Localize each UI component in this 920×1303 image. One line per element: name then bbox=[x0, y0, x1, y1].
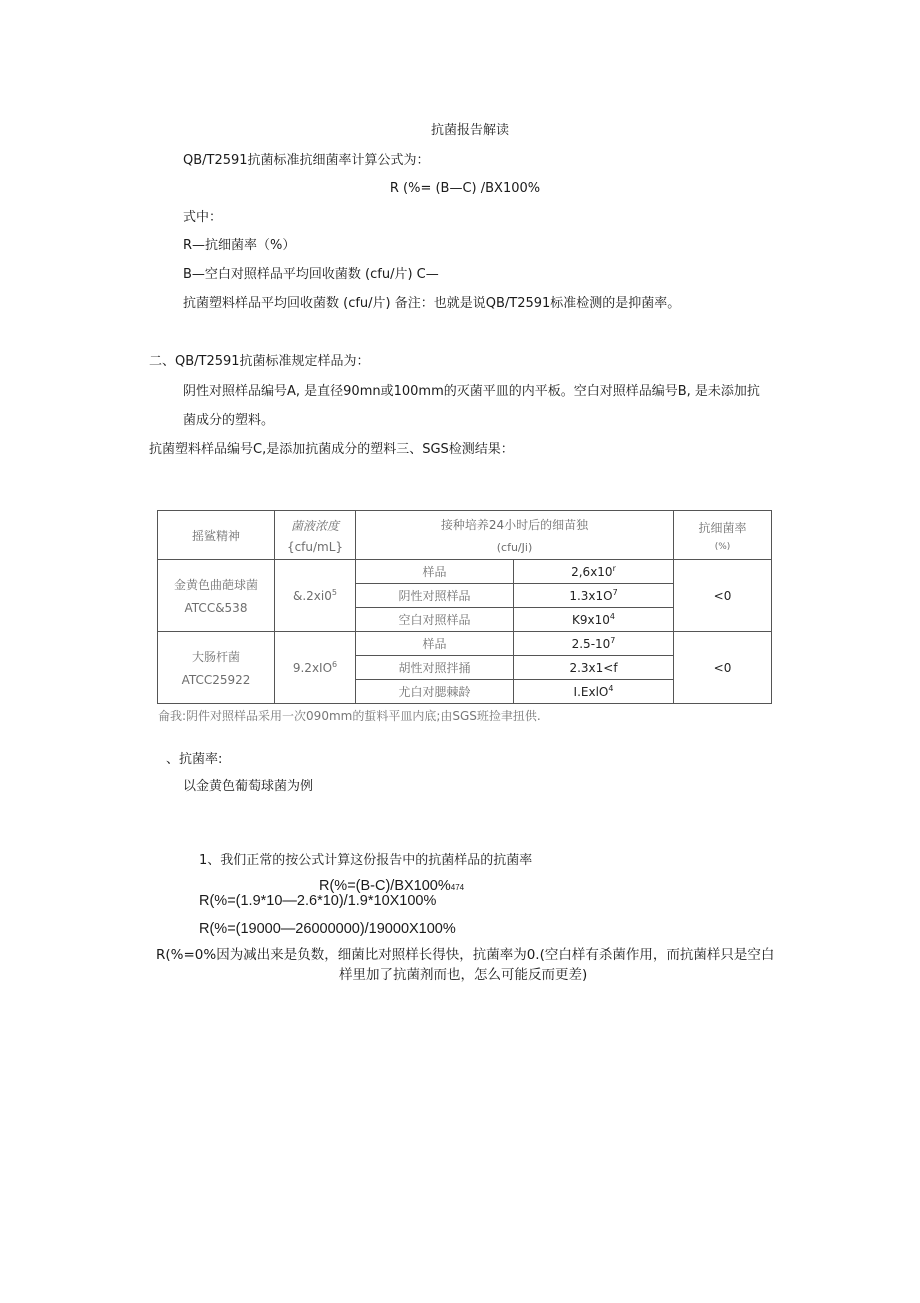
value-cell: $K9x10^4$ bbox=[514, 608, 674, 632]
rate-cell: <0 bbox=[674, 632, 772, 704]
strain-cell: 大肠杆菌 ATCC25922 bbox=[158, 632, 275, 704]
sample-cell: 空白对照样品 bbox=[356, 608, 514, 632]
section3-example: 以金黄色葡萄球菌为例 bbox=[183, 779, 314, 794]
concentration-cell: $\&.2xi0^5$ bbox=[275, 560, 356, 632]
calc-conclusion-b: 样里加了抗菌剂而也，怎么可能反而更差) bbox=[339, 967, 588, 983]
calc-formula-1: R(%=(B-C)/BX100%474 bbox=[319, 878, 465, 894]
calc-conclusion-a: R(%=0%因为减出来是负数，细菌比对照样长得快，抗菌率为0.(空白样有杀菌作用，而抗菌样只是空白 bbox=[156, 947, 775, 963]
sample-cell: 阴性对照样品 bbox=[356, 584, 514, 608]
formula-main: R (%= (B—C) /BX100% bbox=[389, 181, 541, 196]
sample-cell: 样品 bbox=[356, 560, 514, 584]
sgs-result-table bbox=[157, 510, 772, 704]
calc-step1: 1、我们正常的按公式计算这份报告中的抗菌样品的抗菌率 bbox=[199, 853, 533, 868]
header-concentration: 菌液浓度 {cfu/mL} bbox=[275, 511, 356, 560]
page-title: 抗菌报告解读 bbox=[430, 123, 509, 138]
value-cell: I.ExlO$^4$ bbox=[514, 680, 674, 704]
value-cell: 2,6x10$^r$ bbox=[514, 560, 674, 584]
header-strain: 摇鲨精神 bbox=[158, 511, 275, 560]
value-cell: 2.3x1<f bbox=[514, 656, 674, 680]
value-cell: $2.5-10^7$ bbox=[514, 632, 674, 656]
section2-para1b: 菌成分的塑料。 bbox=[183, 413, 275, 428]
header-count: 接种培养24小时后的细苗独 (cfu/Ji) bbox=[356, 511, 674, 560]
sample-cell: 胡性对照拌捅 bbox=[356, 656, 514, 680]
rate-cell: <0 bbox=[674, 560, 772, 632]
section3-heading: 、抗菌率: bbox=[166, 752, 223, 767]
formula-intro: QB/T2591抗菌标准抗细菌率计算公式为： bbox=[183, 153, 430, 168]
b-definition: B—空白对照样品平均回收菌数 (cfu/片) C— bbox=[183, 267, 439, 282]
section2-heading: 二、QB/T2591抗菌标准规定样品为： bbox=[149, 354, 370, 369]
c-definition: 抗菌塑料样品平均回收菌数 (cfu/片) 备注：也就是说QB/T2591标准检测的是抑菌率。 bbox=[183, 296, 681, 311]
where-label: 式中： bbox=[183, 210, 223, 225]
table-row bbox=[158, 560, 772, 584]
header-rate: 抗细菌率 (%) bbox=[674, 511, 772, 560]
table-row bbox=[158, 632, 772, 656]
calc-formula-2: R(%=(1.9*10—2.6*10)/1.9*10X100% bbox=[199, 893, 437, 909]
section2-para1a: 阴性对照样品编号A, 是直径90mn或100mm的灭菌平皿的内平板。空白对照样品编号B, 是未添加抗 bbox=[183, 384, 760, 399]
r-definition: R—抗细菌率（%） bbox=[183, 238, 296, 253]
concentration-cell: 9.2xIO$^6$ bbox=[275, 632, 356, 704]
sample-cell: 样品 bbox=[356, 632, 514, 656]
sample-cell: 尤白对腮棘龄 bbox=[356, 680, 514, 704]
table-header-row bbox=[158, 511, 772, 560]
table-note: 侖我:阴件对照样品采用一次090mm的蜇料平皿内底;由SGS班捡聿扭供. bbox=[158, 709, 541, 723]
value-cell: $1.3x1O^7$ bbox=[514, 584, 674, 608]
calc-formula-3: R(%=(19000—26000000)/19000X100% bbox=[199, 921, 456, 937]
strain-cell: 金黄色曲葩球菌 ATCC&538 bbox=[158, 560, 275, 632]
section2-para2: 抗菌塑料样品编号C,是添加抗菌成分的塑料三、SGS检测结果： bbox=[149, 442, 514, 457]
